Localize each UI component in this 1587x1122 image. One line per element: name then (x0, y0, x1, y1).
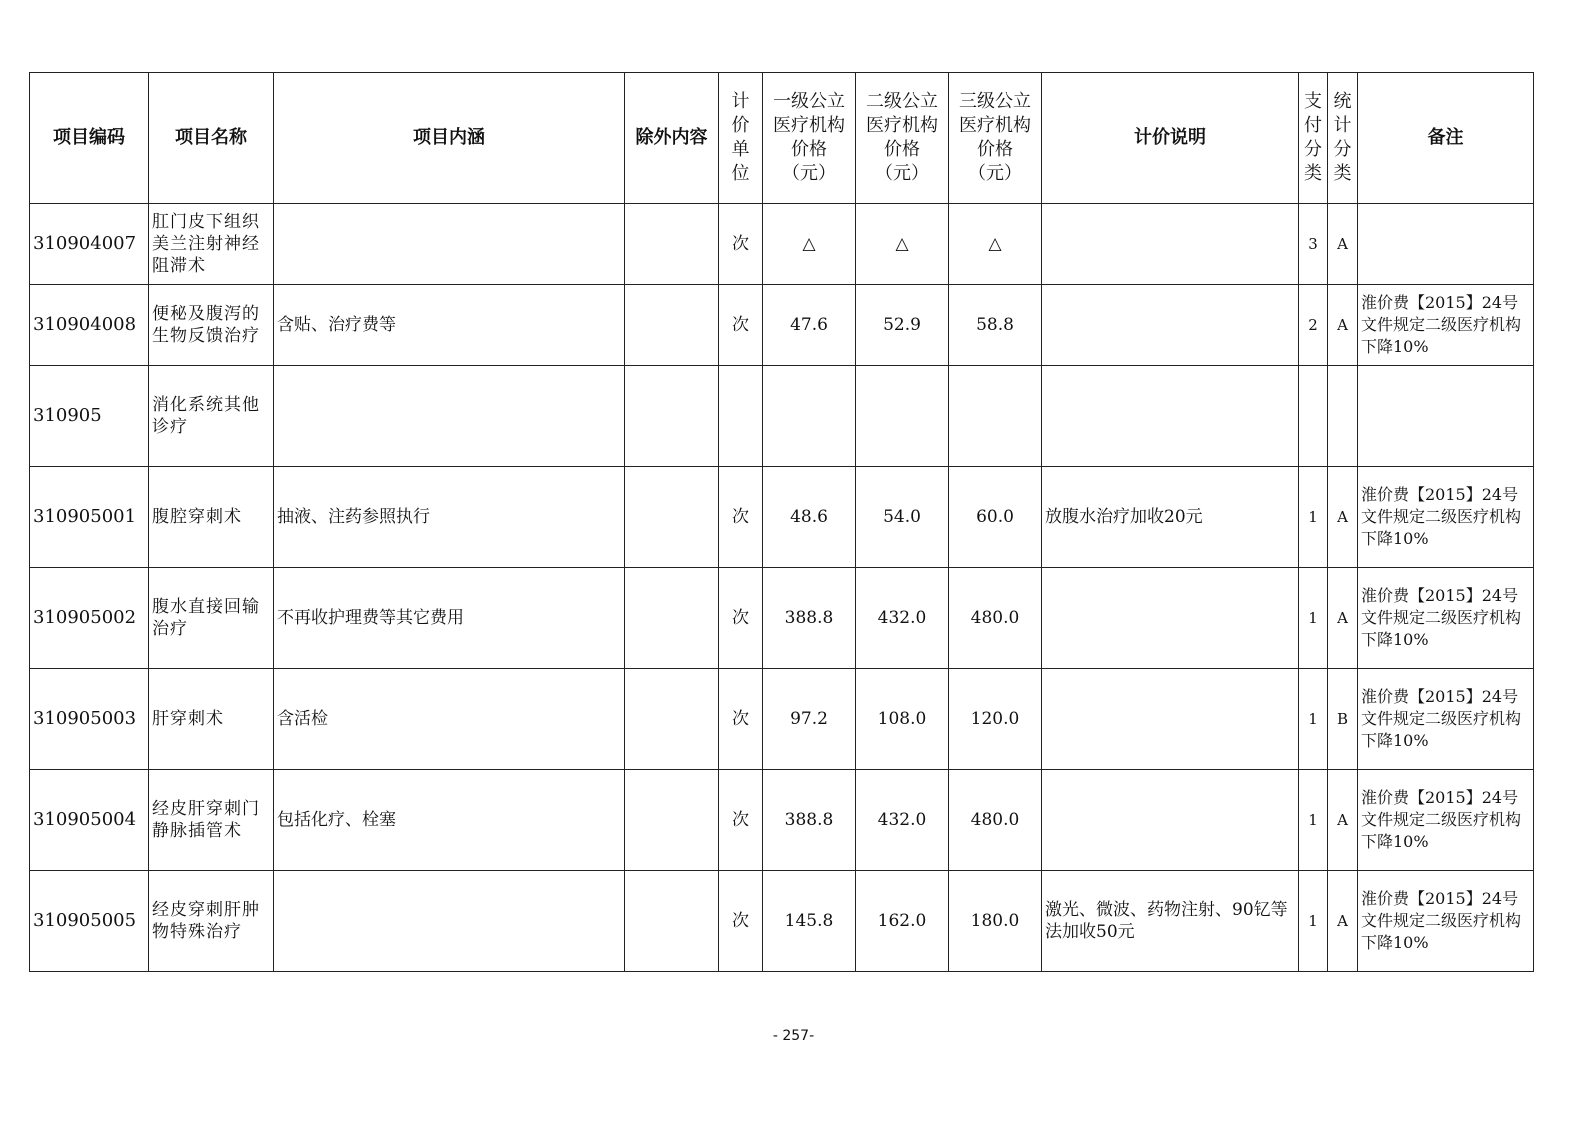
header-unit-text: 计价单位 (731, 91, 750, 184)
cell-content: 不再收护理费等其它费用 (274, 568, 625, 669)
cell-excluded (625, 871, 719, 972)
cell-stat: A (1328, 204, 1358, 285)
cell-name: 肝穿刺术 (149, 669, 274, 770)
cell-code: 310904007 (30, 204, 149, 285)
cell-content (274, 871, 625, 972)
cell-pay: 1 (1299, 770, 1328, 871)
table-row (30, 770, 1534, 871)
cell-code: 310905001 (30, 467, 149, 568)
cell-price1: 48.6 (763, 467, 856, 568)
header-remark: 备注 (1358, 73, 1534, 204)
cell-price2: 162.0 (856, 871, 949, 972)
header-price3 (949, 73, 1042, 204)
header-content: 项目内涵 (274, 73, 625, 204)
table-row (30, 285, 1534, 366)
header-stat-text: 统计分类 (1333, 91, 1352, 184)
cell-note (1042, 669, 1299, 770)
header-price2 (856, 73, 949, 204)
cell-pay: 2 (1299, 285, 1328, 366)
cell-unit: 次 (719, 669, 763, 770)
cell-stat: A (1328, 467, 1358, 568)
cell-price1: 145.8 (763, 871, 856, 972)
cell-price2: 108.0 (856, 669, 949, 770)
cell-price2: 432.0 (856, 770, 949, 871)
table-row (30, 568, 1534, 669)
table-row (30, 467, 1534, 568)
cell-stat (1328, 366, 1358, 467)
cell-unit: 次 (719, 285, 763, 366)
table-body (30, 204, 1534, 972)
cell-stat: A (1328, 770, 1358, 871)
cell-note (1042, 568, 1299, 669)
cell-price1 (763, 366, 856, 467)
header-row (30, 73, 1534, 204)
cell-unit: 次 (719, 770, 763, 871)
cell-pay: 1 (1299, 669, 1328, 770)
cell-name: 消化系统其他诊疗 (149, 366, 274, 467)
cell-stat: A (1328, 568, 1358, 669)
cell-price2: △ (856, 204, 949, 285)
cell-price3: 120.0 (949, 669, 1042, 770)
cell-price3: 58.8 (949, 285, 1042, 366)
price-table-sheet (29, 72, 1533, 972)
cell-price1: 388.8 (763, 770, 856, 871)
page-number: - 257- (772, 1028, 815, 1044)
table-row (30, 871, 1534, 972)
cell-remark: 淮价费【2015】24号文件规定二级医疗机构下降10% (1358, 669, 1534, 770)
cell-note: 激光、微波、药物注射、90钇等法加收50元 (1042, 871, 1299, 972)
cell-note (1042, 366, 1299, 467)
cell-stat: B (1328, 669, 1358, 770)
cell-pay: 1 (1299, 568, 1328, 669)
cell-price1: △ (763, 204, 856, 285)
cell-name: 经皮肝穿刺门静脉插管术 (149, 770, 274, 871)
cell-price1: 97.2 (763, 669, 856, 770)
cell-content (274, 204, 625, 285)
header-name: 项目名称 (149, 73, 274, 204)
cell-unit: 次 (719, 204, 763, 285)
cell-name: 腹水直接回输治疗 (149, 568, 274, 669)
cell-remark (1358, 366, 1534, 467)
header-price3-text: 三级公立医疗机构价格（元） (959, 91, 1031, 184)
header-pay (1299, 73, 1328, 204)
header-price1 (763, 73, 856, 204)
cell-price2: 432.0 (856, 568, 949, 669)
cell-content: 抽液、注药参照执行 (274, 467, 625, 568)
cell-content: 含活检 (274, 669, 625, 770)
header-excluded: 除外内容 (625, 73, 719, 204)
cell-price1: 388.8 (763, 568, 856, 669)
cell-code: 310905 (30, 366, 149, 467)
cell-code: 310905003 (30, 669, 149, 770)
cell-note (1042, 770, 1299, 871)
cell-pay: 3 (1299, 204, 1328, 285)
cell-code: 310905005 (30, 871, 149, 972)
price-table (29, 72, 1534, 972)
cell-excluded (625, 568, 719, 669)
cell-unit: 次 (719, 871, 763, 972)
cell-excluded (625, 467, 719, 568)
cell-note (1042, 204, 1299, 285)
cell-price3: 180.0 (949, 871, 1042, 972)
cell-pay: 1 (1299, 871, 1328, 972)
cell-price3: 60.0 (949, 467, 1042, 568)
cell-price1: 47.6 (763, 285, 856, 366)
cell-name: 经皮穿刺肝肿物特殊治疗 (149, 871, 274, 972)
cell-note: 放腹水治疗加收20元 (1042, 467, 1299, 568)
cell-stat: A (1328, 871, 1358, 972)
cell-remark: 淮价费【2015】24号文件规定二级医疗机构下降10% (1358, 871, 1534, 972)
cell-price2: 52.9 (856, 285, 949, 366)
cell-note (1042, 285, 1299, 366)
cell-content: 含贴、治疗费等 (274, 285, 625, 366)
cell-excluded (625, 204, 719, 285)
cell-price3: 480.0 (949, 568, 1042, 669)
cell-name: 腹腔穿刺术 (149, 467, 274, 568)
table-row (30, 204, 1534, 285)
cell-price2 (856, 366, 949, 467)
cell-excluded (625, 669, 719, 770)
cell-unit: 次 (719, 568, 763, 669)
cell-unit: 次 (719, 467, 763, 568)
cell-excluded (625, 366, 719, 467)
header-code: 项目编码 (30, 73, 149, 204)
header-price2-text: 二级公立医疗机构价格（元） (866, 91, 938, 184)
cell-remark (1358, 204, 1534, 285)
cell-remark: 淮价费【2015】24号文件规定二级医疗机构下降10% (1358, 467, 1534, 568)
table-row (30, 669, 1534, 770)
cell-remark: 淮价费【2015】24号文件规定二级医疗机构下降10% (1358, 285, 1534, 366)
header-stat (1328, 73, 1358, 204)
cell-price3: 480.0 (949, 770, 1042, 871)
table-row (30, 366, 1534, 467)
cell-excluded (625, 285, 719, 366)
cell-remark: 淮价费【2015】24号文件规定二级医疗机构下降10% (1358, 568, 1534, 669)
header-note: 计价说明 (1042, 73, 1299, 204)
cell-stat: A (1328, 285, 1358, 366)
header-pay-text: 支付分类 (1303, 91, 1322, 184)
cell-excluded (625, 770, 719, 871)
cell-unit (719, 366, 763, 467)
cell-content (274, 366, 625, 467)
header-unit (719, 73, 763, 204)
cell-price2: 54.0 (856, 467, 949, 568)
cell-code: 310905004 (30, 770, 149, 871)
cell-pay: 1 (1299, 467, 1328, 568)
cell-price3: △ (949, 204, 1042, 285)
cell-name: 便秘及腹泻的生物反馈治疗 (149, 285, 274, 366)
header-price1-text: 一级公立医疗机构价格（元） (773, 91, 845, 184)
cell-content: 包括化疗、栓塞 (274, 770, 625, 871)
cell-name: 肛门皮下组织美兰注射神经阻滞术 (149, 204, 274, 285)
cell-pay (1299, 366, 1328, 467)
cell-code: 310905002 (30, 568, 149, 669)
cell-code: 310904008 (30, 285, 149, 366)
cell-remark: 淮价费【2015】24号文件规定二级医疗机构下降10% (1358, 770, 1534, 871)
cell-price3 (949, 366, 1042, 467)
